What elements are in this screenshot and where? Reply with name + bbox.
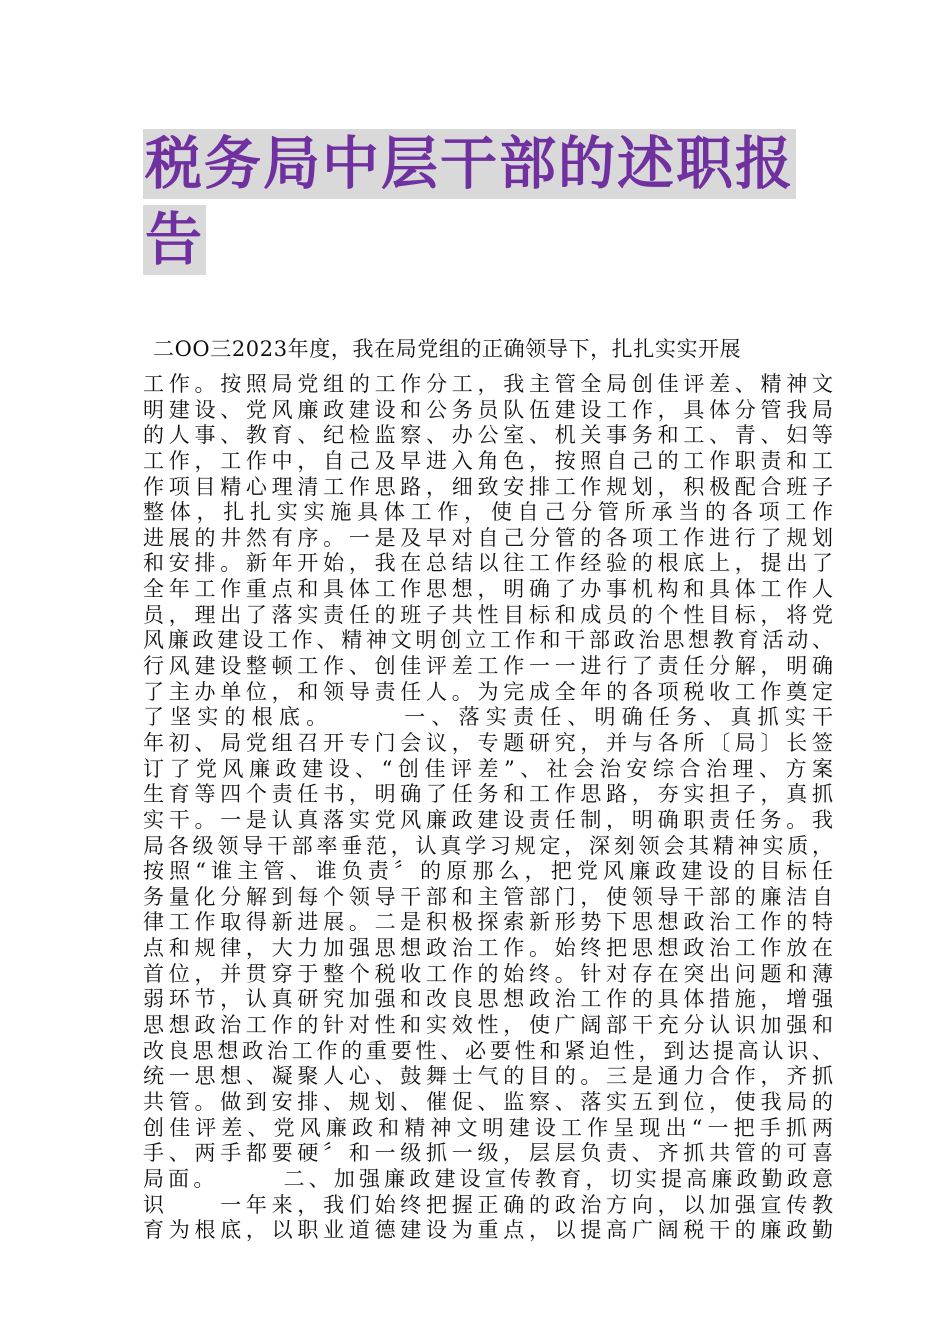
- title-line-2: 告: [145, 207, 204, 273]
- body-line: 弱环节，认真研究加强和改良思想政治工作的具体措施，增强: [143, 987, 833, 1012]
- body-line: 了主办单位，和领导责任人。为完成全年的各项税收工作奠定: [143, 679, 833, 704]
- body-line: 风廉政建设工作、精神文明创立工作和干部政治思想教育活动、: [143, 628, 833, 653]
- body-line: 手、两手都要硬〞和一级抓一级，层层负责、齐抓共管的可喜: [143, 1141, 833, 1166]
- body-line: 订了党风廉政建设、“创佳评差”、社会治安综合治理、方案: [143, 756, 833, 781]
- body-line: 共管。做到安排、规划、催促、监察、落实五到位，使我局的: [143, 1089, 833, 1114]
- lead-paragraph: 二OO三2023年度，我在局党组的正确领导下，扎扎实实开展: [153, 337, 742, 361]
- body-line: 和安排。新年开始，我在总结以往工作经验的根底上，提出了: [143, 551, 833, 576]
- body-line: 明建设、党风廉政建设和公务员队伍建设工作，具体分管我局: [143, 397, 833, 422]
- body-line: 按照“谁主管、谁负责〞的原那么，把党风廉政建设的目标任: [143, 859, 833, 884]
- body-line: 首位，并贯穿于整个税收工作的始终。针对存在突出问题和薄: [143, 961, 833, 986]
- body-line: 律工作取得新进展。二是积极探索新形势下思想政治工作的特: [143, 910, 833, 935]
- body-line: 统一思想、凝聚人心、鼓舞士气的目的。三是通力合作，齐抓: [143, 1064, 833, 1089]
- body-line: 进展的井然有序。一是及早对自己分管的各项工作进行了规划: [143, 525, 833, 550]
- body-line: 创佳评差、党风廉政和精神文明建设工作呈现出“一把手抓两: [143, 1115, 833, 1140]
- body-line: 育为根底，以职业道德建设为重点，以提高广阔税干的廉政勤: [143, 1218, 833, 1243]
- body-line: 行风建设整顿工作、创佳评差工作一一进行了责任分解，明确: [143, 654, 833, 679]
- body-line: 生育等四个责任书，明确了任务和工作思路，夯实担子，真抓: [143, 782, 833, 807]
- body-line: 工作，工作中，自己及早进入角色，按照自己的工作职责和工: [143, 448, 833, 473]
- body-line: 识 一年来，我们始终把握正确的政治方向，以加强宣传教: [143, 1192, 833, 1217]
- body-line: 点和规律，大力加强思想政治工作。始终把思想政治工作放在: [143, 936, 833, 961]
- body-line: 实干。一是认真落实党风廉政建设责任制，明确职责任务。我: [143, 807, 833, 832]
- title-line-1: 税务局中层干部的述职报: [145, 131, 794, 197]
- body-line: 了坚实的根底。 一、落实责任、明确任务、真抓实干: [143, 705, 833, 730]
- body-line: 务量化分解到每个领导干部和主管部门，使领导干部的廉洁自: [143, 884, 833, 909]
- body-line: 全年工作重点和具体工作思想，明确了办事机构和具体工作人: [143, 577, 833, 602]
- body-line: 工作。按照局党组的工作分工，我主管全局创佳评差、精神文: [143, 372, 833, 396]
- body-line: 整体，扎扎实实施具体工作，使自己分管所承当的各项工作: [143, 500, 833, 525]
- body-text: [143, 372, 833, 1244]
- body-line: 年初、局党组召开专门会议，专题研究，并与各所〔局〕长签: [143, 730, 833, 755]
- body-line: 改良思想政治工作的重要性、必要性和紧迫性，到达提高认识、: [143, 1038, 833, 1063]
- body-line: 局各级领导干部率垂范，认真学习规定，深刻领会其精神实质，: [143, 833, 833, 858]
- body-line: 员，理出了落实责任的班子共性目标和成员的个性目标，将党: [143, 602, 833, 627]
- body-line: 的人事、教育、纪检监察、办公室、机关事务和工、青、妇等: [143, 423, 833, 448]
- body-line: 局面。 二、加强廉政建设宣传教育，切实提高廉政勤政意: [143, 1166, 833, 1191]
- body-line: 思想政治工作的针对性和实效性，使广阔部干充分认识加强和: [143, 1013, 833, 1038]
- body-line: 作项目精心理清工作思路，细致安排工作规划，积极配合班子: [143, 474, 833, 499]
